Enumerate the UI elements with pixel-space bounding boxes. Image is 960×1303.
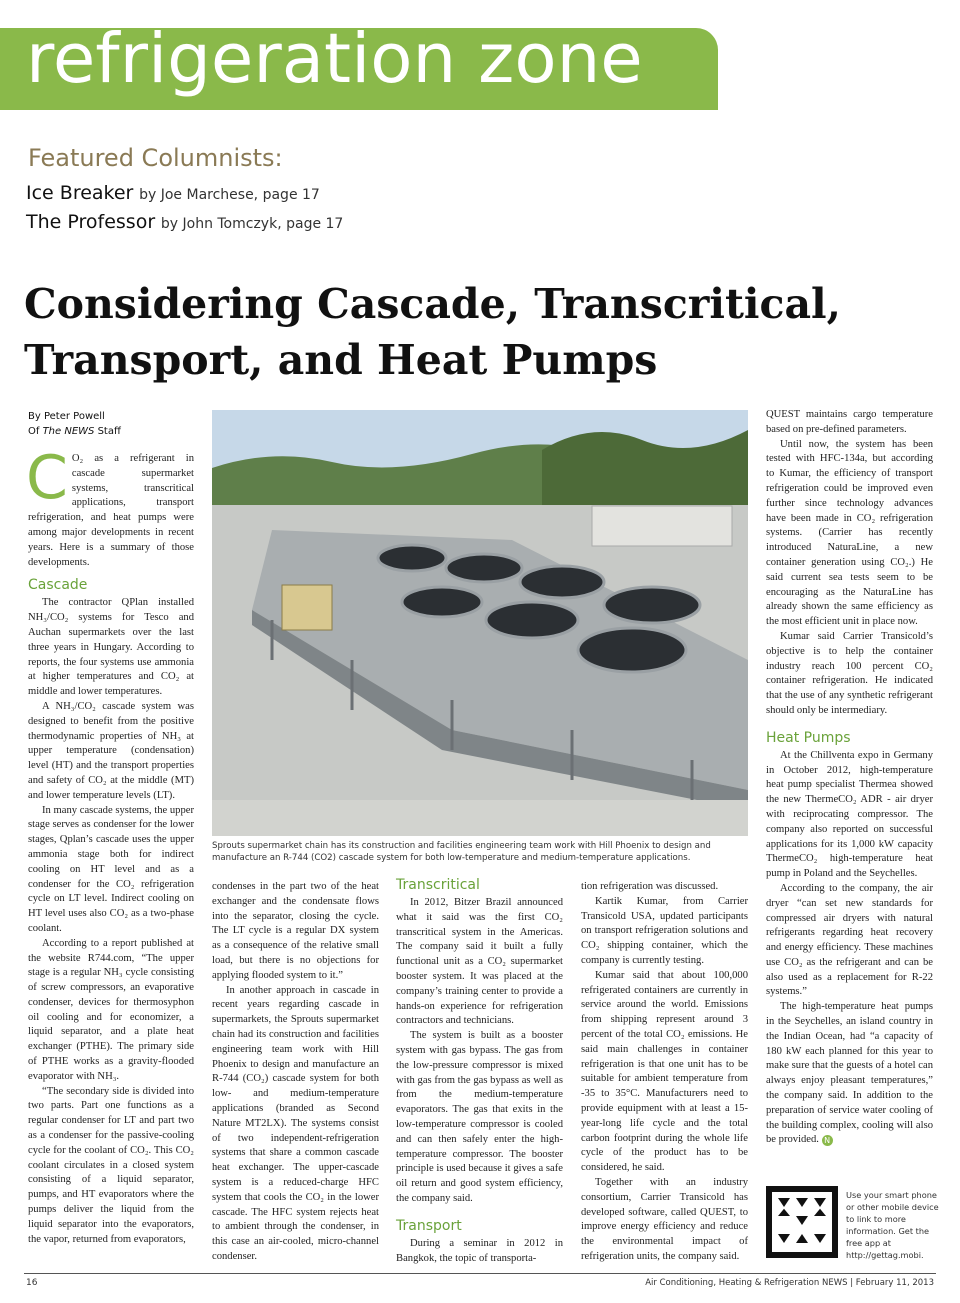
paragraph: Kartik Kumar, from Carrier Transicold USA, updated participants on transport refrigeration solutions and CO₂ shipping container, which the company is currently testing. (581, 895, 748, 966)
qr-instructions: Use your smart phone or other mobile device to link to more information. Get the free app at http://gettag.mobi. (846, 1190, 939, 1260)
paragraph: Together with an industry consortium, Carrier Transicold has developed software, called QUEST, to improve energy efficiency and reduce the environmental impact of refrigeration units, the company said. (581, 1176, 748, 1262)
paragraph: The system is built as a booster system with gas bypass. The gas from the low-pressure compressor is mixed with gas from the gas bypass as well as from the medium-temperature evaporators. The gas that exits in the low-temperature compressor is cooled and can then safely enter the high-temperature compressor. The booster principle is used because it gives a safe oil return and good system efficiency, the company said. (396, 1030, 563, 1204)
subhead-heat-pumps: Heat Pumps (766, 729, 851, 746)
columnist-name: Ice Breaker (26, 182, 134, 204)
paragraph: During a seminar in 2012 in Bangkok, the topic of transporta- (396, 1237, 563, 1264)
paragraph: In many cascade systems, the upper stage serves as condenser for the lower stages, Qplan’s cascade uses the upper ammonia stage both for indirect cooling on HT level and as a condenser for the CO₂ refrigeration cycle on LT level. Indirect cooling on HT level uses also CO₂ as a two-phase coolant. (28, 804, 194, 934)
article-column-3 (396, 874, 563, 1266)
article-headline (24, 276, 924, 388)
section-title: refrigeration zone (26, 28, 643, 99)
photo-illustration (212, 410, 748, 836)
intro-paragraph (26, 443, 194, 570)
byline-staff (28, 424, 121, 439)
photo-caption: Sprouts supermarket chain has its construction and facilities engineering team work with Hill Phoenix to design and manufacture an R-744 (CO2) cascade system for both low-temperature and medium-temperature applications. (212, 841, 711, 863)
byline-author: By Peter Powell (28, 411, 105, 422)
subhead-cascade: Cascade (28, 577, 88, 594)
subhead-transport: Transport (396, 1217, 462, 1234)
headline-line-1: Considering Cascade, Transcritical, (24, 280, 841, 328)
page-number: 16 (26, 1278, 38, 1288)
paragraph-text: The high-temperature heat pumps in the Seychelles, an island country in the Indian Ocean, had “a capacity of 180 kW each planned for this year to make sure that the guests of a hotel can always enjoy pleasant temperatures,” the company said. In addition to the preparation of service water cooling of the building complex, cooling will also be provided. (766, 1001, 933, 1146)
article-byline (28, 409, 121, 439)
columnist-the-professor (26, 211, 343, 233)
drop-cap: C (26, 443, 68, 513)
columnist-ice-breaker (26, 182, 320, 204)
rooftop-condenser-photo (212, 410, 748, 836)
article-column-1 (26, 443, 194, 1247)
columnist-byline: by Joe Marchese, page 17 (139, 187, 320, 203)
paragraph: The contractor QPlan installed NH₃/CO₂ systems for Tesco and Auchan supermarkets over the last three years in Hungary. According to reports, the four systems use ammonia at higher temperatures and CO₂ at middle and lower temperatures. (28, 597, 194, 698)
byline-staff-label: Staff (94, 426, 121, 437)
paragraph: According to the company, the air dryer “can set new standards for compressed air dryers with natural refrigerants regarding heat recovery and energy efficiency. These machines use CO₂ as the refrigerant and can be also used as a replacement for R-22 systems.” (766, 882, 933, 998)
paragraph: Until now, the system has been tested with HFC-134a, but according to Kumar, the efficiency of transport refrigeration could be improved even further since technology advances have been made in CO₂ refrigeration systems. (Carrier has recently introduced NaturaLine, a new container generation using CO₂.) He said current sea tests seem to be encouraging as the NaturaLine has already shown the same efficiency as the most efficient unit in place now. (766, 438, 933, 628)
intro-text: O₂ as a refrigerant in cascade supermarket systems, transcritical applications, transport refrigeration, and heat pumps were among major developments in recent years. Here is a summary of those developments. (28, 453, 194, 568)
paragraph: Kumar said that about 100,000 refrigerated containers are currently in service around the world. Emissions from shipping represent around 3 percent of the total CO₂ emissions. He said main challenges in container refrigeration is that one unit has to be suitable for ambient temperature from -35 to 35°C. Manufacturers need to provide equipment with at least a 15-year-long life cycle and the total carbon footprint during the whole life cycle of the product has to be considered, he said. (581, 969, 748, 1174)
columnist-byline: by John Tomczyk, page 17 (160, 216, 344, 232)
headline-line-2: Transport, and Heat Pumps (24, 336, 658, 384)
paragraph: condenses in the part two of the heat exchanger and the condensate flows into the separator, closing the cycle. The LT cycle is a regular DX system as a consequence of the relative small load, but there is no objections for applying flooded system to it.” (212, 881, 379, 981)
paragraph: A NH₃/CO₂ cascade system was designed to benefit from the positive thermodynamic properties of NH₃ at upper temperature (condensation) level (HT) and the transport properties and safety of CO₂ at the middle (MT) and lower temperature levels (LT). (28, 700, 194, 801)
qr-code-icon[interactable] (766, 1186, 838, 1258)
article-column-2 (212, 880, 379, 1265)
article-column-5 (766, 408, 933, 1148)
paragraph: QUEST maintains cargo temperature based on pre-defined parameters. (766, 409, 933, 435)
byline-publication: The NEWS (42, 426, 95, 437)
footer-publication: Air Conditioning, Heating & Refrigeration NEWS | February 11, 2013 (645, 1278, 934, 1288)
paragraph: tion refrigeration was discussed. (581, 881, 719, 892)
section-banner (0, 28, 718, 110)
paragraph: In 2012, Bitzer Brazil announced what it said was the first CO₂ transcritical system in the Americas. The company said it built a fully functional unit as a CO₂ supermarket booster system. It was placed at the company’s training center to provide a hands-on experience for refrigeration contractors and technicians. (396, 897, 563, 1027)
article-column-4 (581, 880, 748, 1265)
paragraph: At the Chillventa expo in Germany in October 2012, high-temperature heat pump specialist Thermea showed the new ThermeCO₂ ADR - air dryer with reciprocating compressor. The company also reported on successful applications for its 1,000 kW capacity ThermeCO₂ high-temperature heat pump in Poland and the Seychelles. (766, 749, 933, 880)
footer-divider (24, 1273, 936, 1274)
paragraph: According to a report published at the website R744.com, “The upper stage is a regular NH₃ cycle consisting of screw compressors, an evaporative condenser, devices for thermosyphon oil cooling and for economizer, a liquid separator, and a plate heat exchanger (PTHE). The primary side of PTHE works as a gravity-flooded evaporator with NH₃. (28, 937, 194, 1082)
paragraph (766, 1000, 933, 1148)
subhead-transcritical: Transcritical (396, 877, 480, 893)
end-mark-icon: N (822, 1135, 833, 1146)
byline-of: Of (28, 426, 43, 437)
paragraph: Kumar said Carrier Transicold’s objective is to help the container industry reach 100 percent CO₂ container refrigeration. He indicated that the use of any synthetic refrigerant should only be intermediary. (766, 630, 933, 716)
columnist-name: The Professor (26, 211, 156, 233)
featured-columnists-heading: Featured Columnists: (28, 144, 283, 172)
paragraph: In another approach in cascade in recent years regarding cascade in supermarkets, the Sprouts supermarket chain had its construction and facilities engineering team work with Hill Phoenix to design and manufacture an R-744 (CO₂) cascade system for both low- and medium-temperature applications (branded as Second Nature MT2LX). The systems consist of two independent-refrigeration systems that share a common cascade heat exchanger. The upper-cascade system is a reduced-charge HFC system that cools the CO₂ in the lower cascade. The HFC system rejects heat to ambient through the condenser, in this case an air-cooled, micro-channel condenser. (212, 984, 379, 1262)
paragraph: “The secondary side is divided into two parts. Part one functions as a regular condenser for LT and part two as a condenser for the passive-cooling cycle for the coolant of CO₂. This CO₂ coolant circulates in a closed system consisting of a liquid separator, pumps, and HT evaporators where the pumps deliver the liquid from the liquid separator into the evaporators, the vapor, returned from evaporators, (28, 1085, 194, 1245)
